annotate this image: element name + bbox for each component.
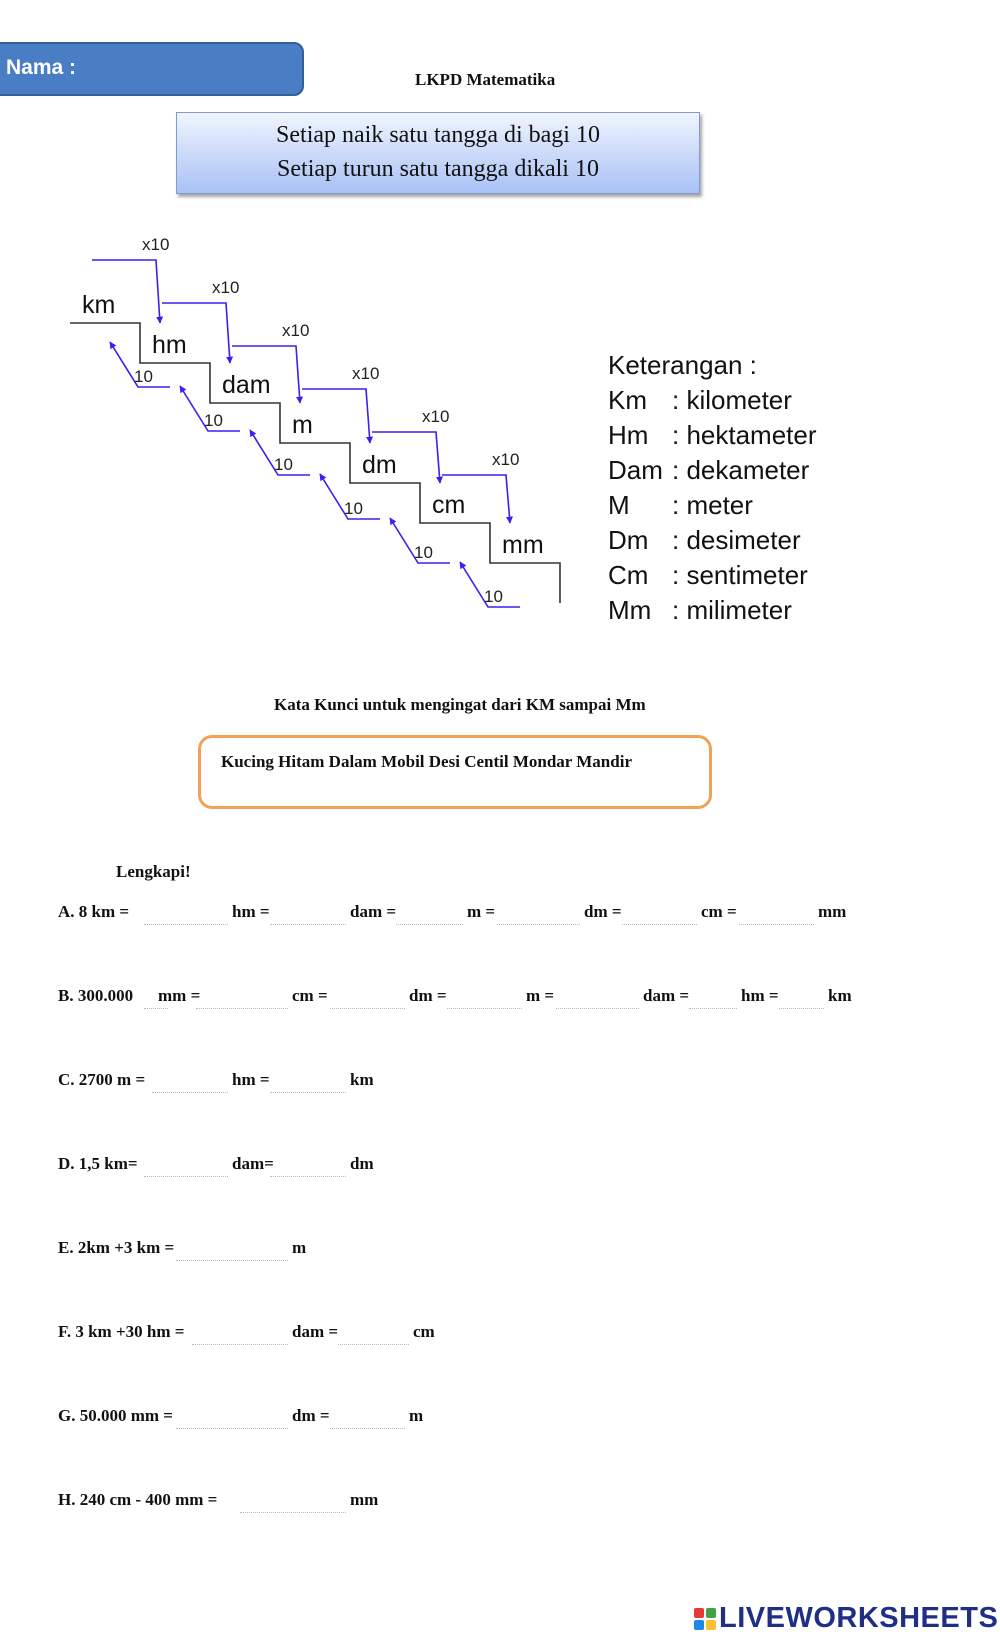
name-input[interactable] <box>86 54 290 86</box>
multiply-label: x10 <box>352 364 380 383</box>
answer-input-h[interactable] <box>240 1488 346 1513</box>
exercise-a-term: mm <box>818 902 847 921</box>
exercise-g-term: G. 50.000 mm = <box>58 1406 173 1425</box>
stair-unit-km: km <box>82 291 116 319</box>
exercise-f-term: dam = <box>292 1322 339 1341</box>
legend-name: : hektameter <box>672 420 817 450</box>
rule-line-divide: Setiap naik satu tangga di bagi 10 <box>276 122 600 148</box>
exercise-b-term: cm = <box>292 986 328 1005</box>
answer-input-a[interactable] <box>497 900 580 925</box>
mnemonic-text: Kucing Hitam Dalam Mobil Desi Centil Mondar Mandir <box>221 752 632 771</box>
exercise-a-term: A. 8 km = <box>58 902 130 921</box>
unit-staircase-diagram <box>0 225 580 625</box>
stair-unit-dam: dam <box>222 371 271 399</box>
exercise-a-term: dm = <box>584 902 622 921</box>
exercise-c-term: C. 2700 m = <box>58 1070 146 1089</box>
legend-name: : milimeter <box>672 595 792 625</box>
exercise-b-term: mm = <box>158 986 201 1005</box>
answer-input-f[interactable] <box>338 1320 409 1345</box>
exercise-d-term: dam= <box>232 1154 274 1173</box>
exercise-b-term: dam = <box>643 986 690 1005</box>
answer-input-g[interactable] <box>330 1404 405 1429</box>
answer-input-d[interactable] <box>270 1152 346 1177</box>
stair-unit-dm: dm <box>362 451 397 479</box>
stair-unit-cm: cm <box>432 491 466 519</box>
exercise-b-term: km <box>828 986 852 1005</box>
legend-name: : sentimeter <box>672 560 808 590</box>
brand-icon-square <box>706 1620 716 1630</box>
legend-abbr: Km <box>608 385 647 415</box>
brand-logo <box>694 1602 998 1635</box>
exercise-a-term: cm = <box>701 902 737 921</box>
legend-abbr: M <box>608 490 630 520</box>
brand-icon <box>694 1608 716 1630</box>
legend <box>608 348 817 628</box>
legend-item <box>608 593 792 628</box>
exercise-g-term: m <box>409 1406 424 1425</box>
exercise-a-term: m = <box>467 902 496 921</box>
divide-label: 10 <box>134 367 153 386</box>
divide-label: 10 <box>274 455 293 474</box>
legend-item <box>608 488 757 523</box>
legend-abbr: Hm <box>608 420 649 450</box>
legend-name: : meter <box>672 490 753 520</box>
divide-label: 10 <box>414 543 433 562</box>
exercise-instruction: Lengkapi! <box>116 862 191 881</box>
legend-title: Keterangan : <box>608 350 757 380</box>
legend-abbr: Dam <box>608 455 663 485</box>
multiply-label: x10 <box>282 321 310 340</box>
legend-name: : dekameter <box>672 455 810 485</box>
divide-label: 10 <box>204 411 223 430</box>
rule-box <box>176 112 700 194</box>
legend-item <box>608 453 810 488</box>
name-label: Nama : <box>6 56 77 79</box>
answer-input-a[interactable] <box>144 900 228 925</box>
divide-label: 10 <box>344 499 363 518</box>
answer-input-a[interactable] <box>270 900 346 925</box>
exercise-e-term: m <box>292 1238 307 1257</box>
answer-input-c[interactable] <box>270 1068 346 1093</box>
multiply-label: x10 <box>422 407 450 426</box>
legend-abbr: Dm <box>608 525 649 555</box>
exercise-c-term: hm = <box>232 1070 270 1089</box>
answer-input-b[interactable] <box>330 984 405 1009</box>
multiply-label: x10 <box>212 278 240 297</box>
legend-item <box>608 558 808 593</box>
answer-input-a[interactable] <box>396 900 463 925</box>
answer-input-a[interactable] <box>622 900 697 925</box>
answer-input-b[interactable] <box>689 984 737 1009</box>
exercise-f-term: cm <box>413 1322 435 1341</box>
answer-input-a[interactable] <box>739 900 814 925</box>
legend-item <box>608 523 801 558</box>
exercise-b-term: B. 300.000 <box>58 986 134 1005</box>
brand-icon-square <box>694 1608 704 1618</box>
divide-label: 10 <box>484 587 503 606</box>
exercise-f-term: F. 3 km +30 hm = <box>58 1322 185 1341</box>
legend-item <box>608 383 792 418</box>
answer-input-c[interactable] <box>152 1068 228 1093</box>
legend-abbr: Cm <box>608 560 649 590</box>
answer-input-f[interactable] <box>192 1320 288 1345</box>
name-box <box>0 42 304 96</box>
stair-unit-hm: hm <box>152 331 187 359</box>
legend-name: : kilometer <box>672 385 792 415</box>
mnemonic-box <box>198 735 712 809</box>
multiply-label: x10 <box>492 450 520 469</box>
answer-input-b[interactable] <box>779 984 824 1009</box>
stair-unit-m: m <box>292 411 313 439</box>
brand-icon-square <box>694 1620 704 1630</box>
rule-line-multiply: Setiap turun satu tangga dikali 10 <box>277 156 599 182</box>
legend-abbr: Mm <box>608 595 652 625</box>
multiply-label: x10 <box>142 235 170 254</box>
exercise-h-term: mm <box>350 1490 379 1509</box>
exercise-e-term: E. 2km +3 km = <box>58 1238 175 1257</box>
answer-input-g[interactable] <box>176 1404 288 1429</box>
answer-input-b[interactable] <box>556 984 639 1009</box>
exercise-b-term: dm = <box>409 986 447 1005</box>
answer-input-d[interactable] <box>144 1152 228 1177</box>
exercise-h-term: H. 240 cm - 400 mm = <box>58 1490 218 1509</box>
mnemonic-title: Kata Kunci untuk mengingat dari KM sampai Mm <box>274 695 646 714</box>
brand-icon-square <box>706 1608 716 1618</box>
answer-input-b[interactable] <box>447 984 522 1009</box>
legend-name: : desimeter <box>672 525 801 555</box>
answer-input-b[interactable] <box>196 984 288 1009</box>
exercise-d-term: D. 1,5 km= <box>58 1154 138 1173</box>
brand-name: LIVEWORKSHEETS <box>719 1602 999 1634</box>
exercise-b-term: hm = <box>741 986 779 1005</box>
staircase-outline <box>70 323 560 603</box>
exercise-a-term: dam = <box>350 902 397 921</box>
exercise-b-term: m = <box>526 986 555 1005</box>
exercise-c-term: km <box>350 1070 374 1089</box>
stair-unit-mm: mm <box>502 531 544 559</box>
exercise-a-term: hm = <box>232 902 270 921</box>
answer-input-e[interactable] <box>176 1236 288 1261</box>
exercise-d-term: dm <box>350 1154 374 1173</box>
exercise-g-term: dm = <box>292 1406 330 1425</box>
page-title: LKPD Matematika <box>415 70 556 89</box>
legend-item <box>608 418 817 453</box>
